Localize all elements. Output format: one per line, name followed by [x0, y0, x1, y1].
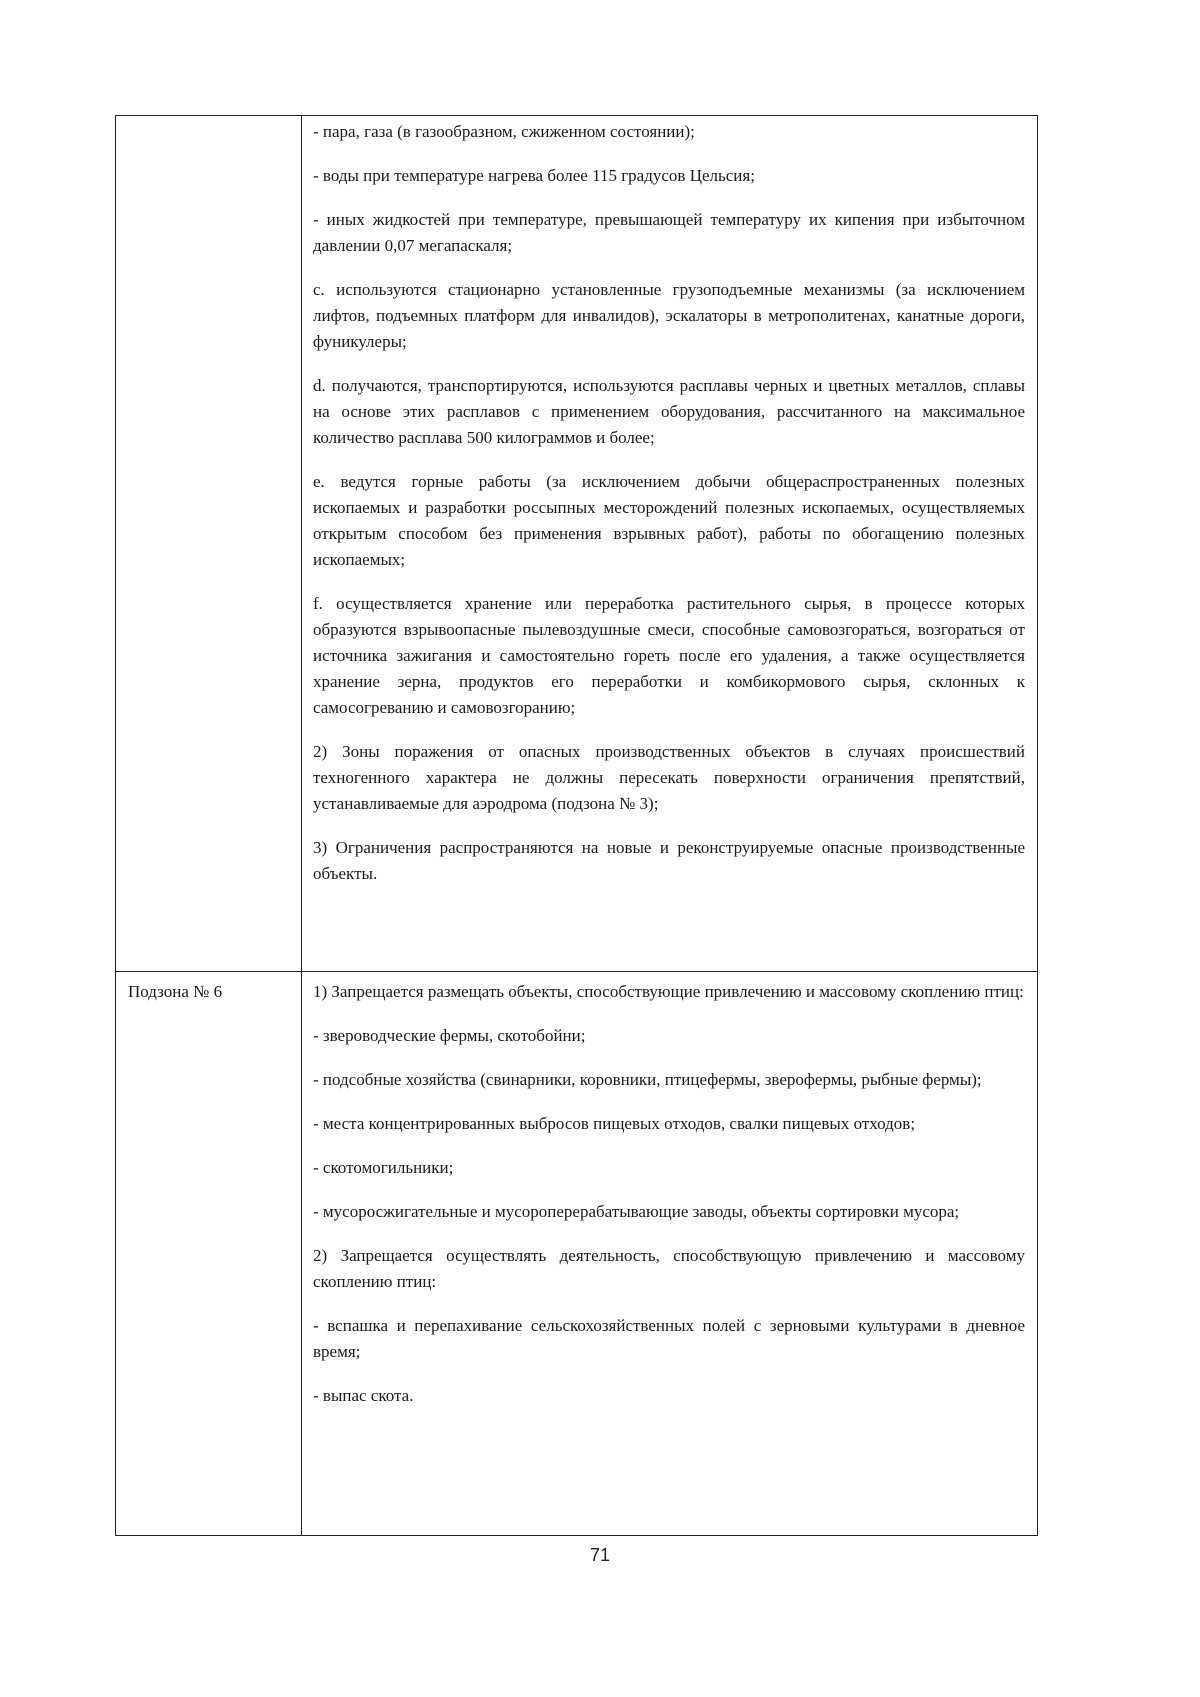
subzone-label-cell: [116, 972, 302, 1536]
page-number: 71: [589, 1545, 611, 1565]
paragraph: d. получаются, транспортируются, используются расплавы черных и цветных металлов, сплавы на основе этих расплавов с применением оборудования, рассчитанного на максимальное количество расплава 500 килограммов и более;: [313, 376, 1025, 447]
paragraph: - иных жидкостей при температуре, превышающей температуру их кипения при избыточном давлении 0,07 мегапаскаля;: [313, 210, 1025, 255]
paragraph: - выпас скота.: [313, 1386, 414, 1405]
paragraph: - места концентрированных выбросов пищевых отходов, свалки пищевых отходов;: [313, 1114, 916, 1133]
paragraph: - воды при температуре нагрева более 115 градусов Цельсия;: [313, 166, 755, 185]
paragraph: - мусоросжигательные и мусороперерабатывающие заводы, объекты сортировки мусора;: [313, 1202, 960, 1221]
paragraph: - звероводческие фермы, скотобойни;: [313, 1026, 586, 1045]
paragraph: 2) Зоны поражения от опасных производственных объектов в случаях происшествий техногенного характера не должны пересекать поверхности ограничения препятствий, устанавливаемые для аэродрома (подзона № 3);: [313, 742, 1025, 813]
paragraph: - вспашка и перепахивание сельскохозяйственных полей с зерновыми культурами в дневное время;: [313, 1316, 1025, 1361]
paragraph: f. осуществляется хранение или переработка растительного сырья, в процессе которых образуются взрывоопасные пылевоздушные смеси, способные самовозгораться, возгораться от источника зажигания и самостоятельно гореть после его удаления, а также осуществляется хранение зерна, продуктов его переработки и комбикормового сырья, склонных к самосогреванию и самовозгоранию;: [313, 594, 1025, 717]
paragraph: - пара, газа (в газообразном, сжиженном состоянии);: [313, 122, 695, 141]
paragraph: c. используются стационарно установленные грузоподъемные механизмы (за исключением лифтов, подъемных платформ для инвалидов), эскалаторы в метрополитенах, канатные дороги, фуникулеры;: [313, 280, 1025, 351]
table-row: [116, 116, 1038, 972]
subzone-label-cell: [116, 116, 302, 972]
restrictions-cell: [302, 116, 1038, 972]
paragraph: - скотомогильники;: [313, 1158, 454, 1177]
paragraph: 2) Запрещается осуществлять деятельность, способствующую привлечению и массовому скоплению птиц:: [313, 1246, 1025, 1291]
subzone-label: [116, 116, 301, 123]
regulations-table: [115, 115, 1038, 1536]
table-row: [116, 972, 1038, 1536]
paragraph: e. ведутся горные работы (за исключением добычи общераспространенных полезных ископаемых и разработки россыпных месторождений полезных ископаемых, осуществляемых открытым способом без применения взрывных работ), работы по обогащению полезных ископаемых;: [313, 472, 1025, 569]
paragraph: 1) Запрещается размещать объекты, способствующие привлечению и массовому скоплению птиц:: [313, 982, 1024, 1001]
paragraph: 3) Ограничения распространяются на новые и реконструируемые опасные производственные объекты.: [313, 838, 1025, 883]
paragraph: - подсобные хозяйства (свинарники, коровники, птицефермы, зверофермы, рыбные фермы);: [313, 1070, 982, 1089]
restrictions-cell: [302, 972, 1038, 1536]
subzone-label: Подзона № 6: [128, 982, 223, 1001]
